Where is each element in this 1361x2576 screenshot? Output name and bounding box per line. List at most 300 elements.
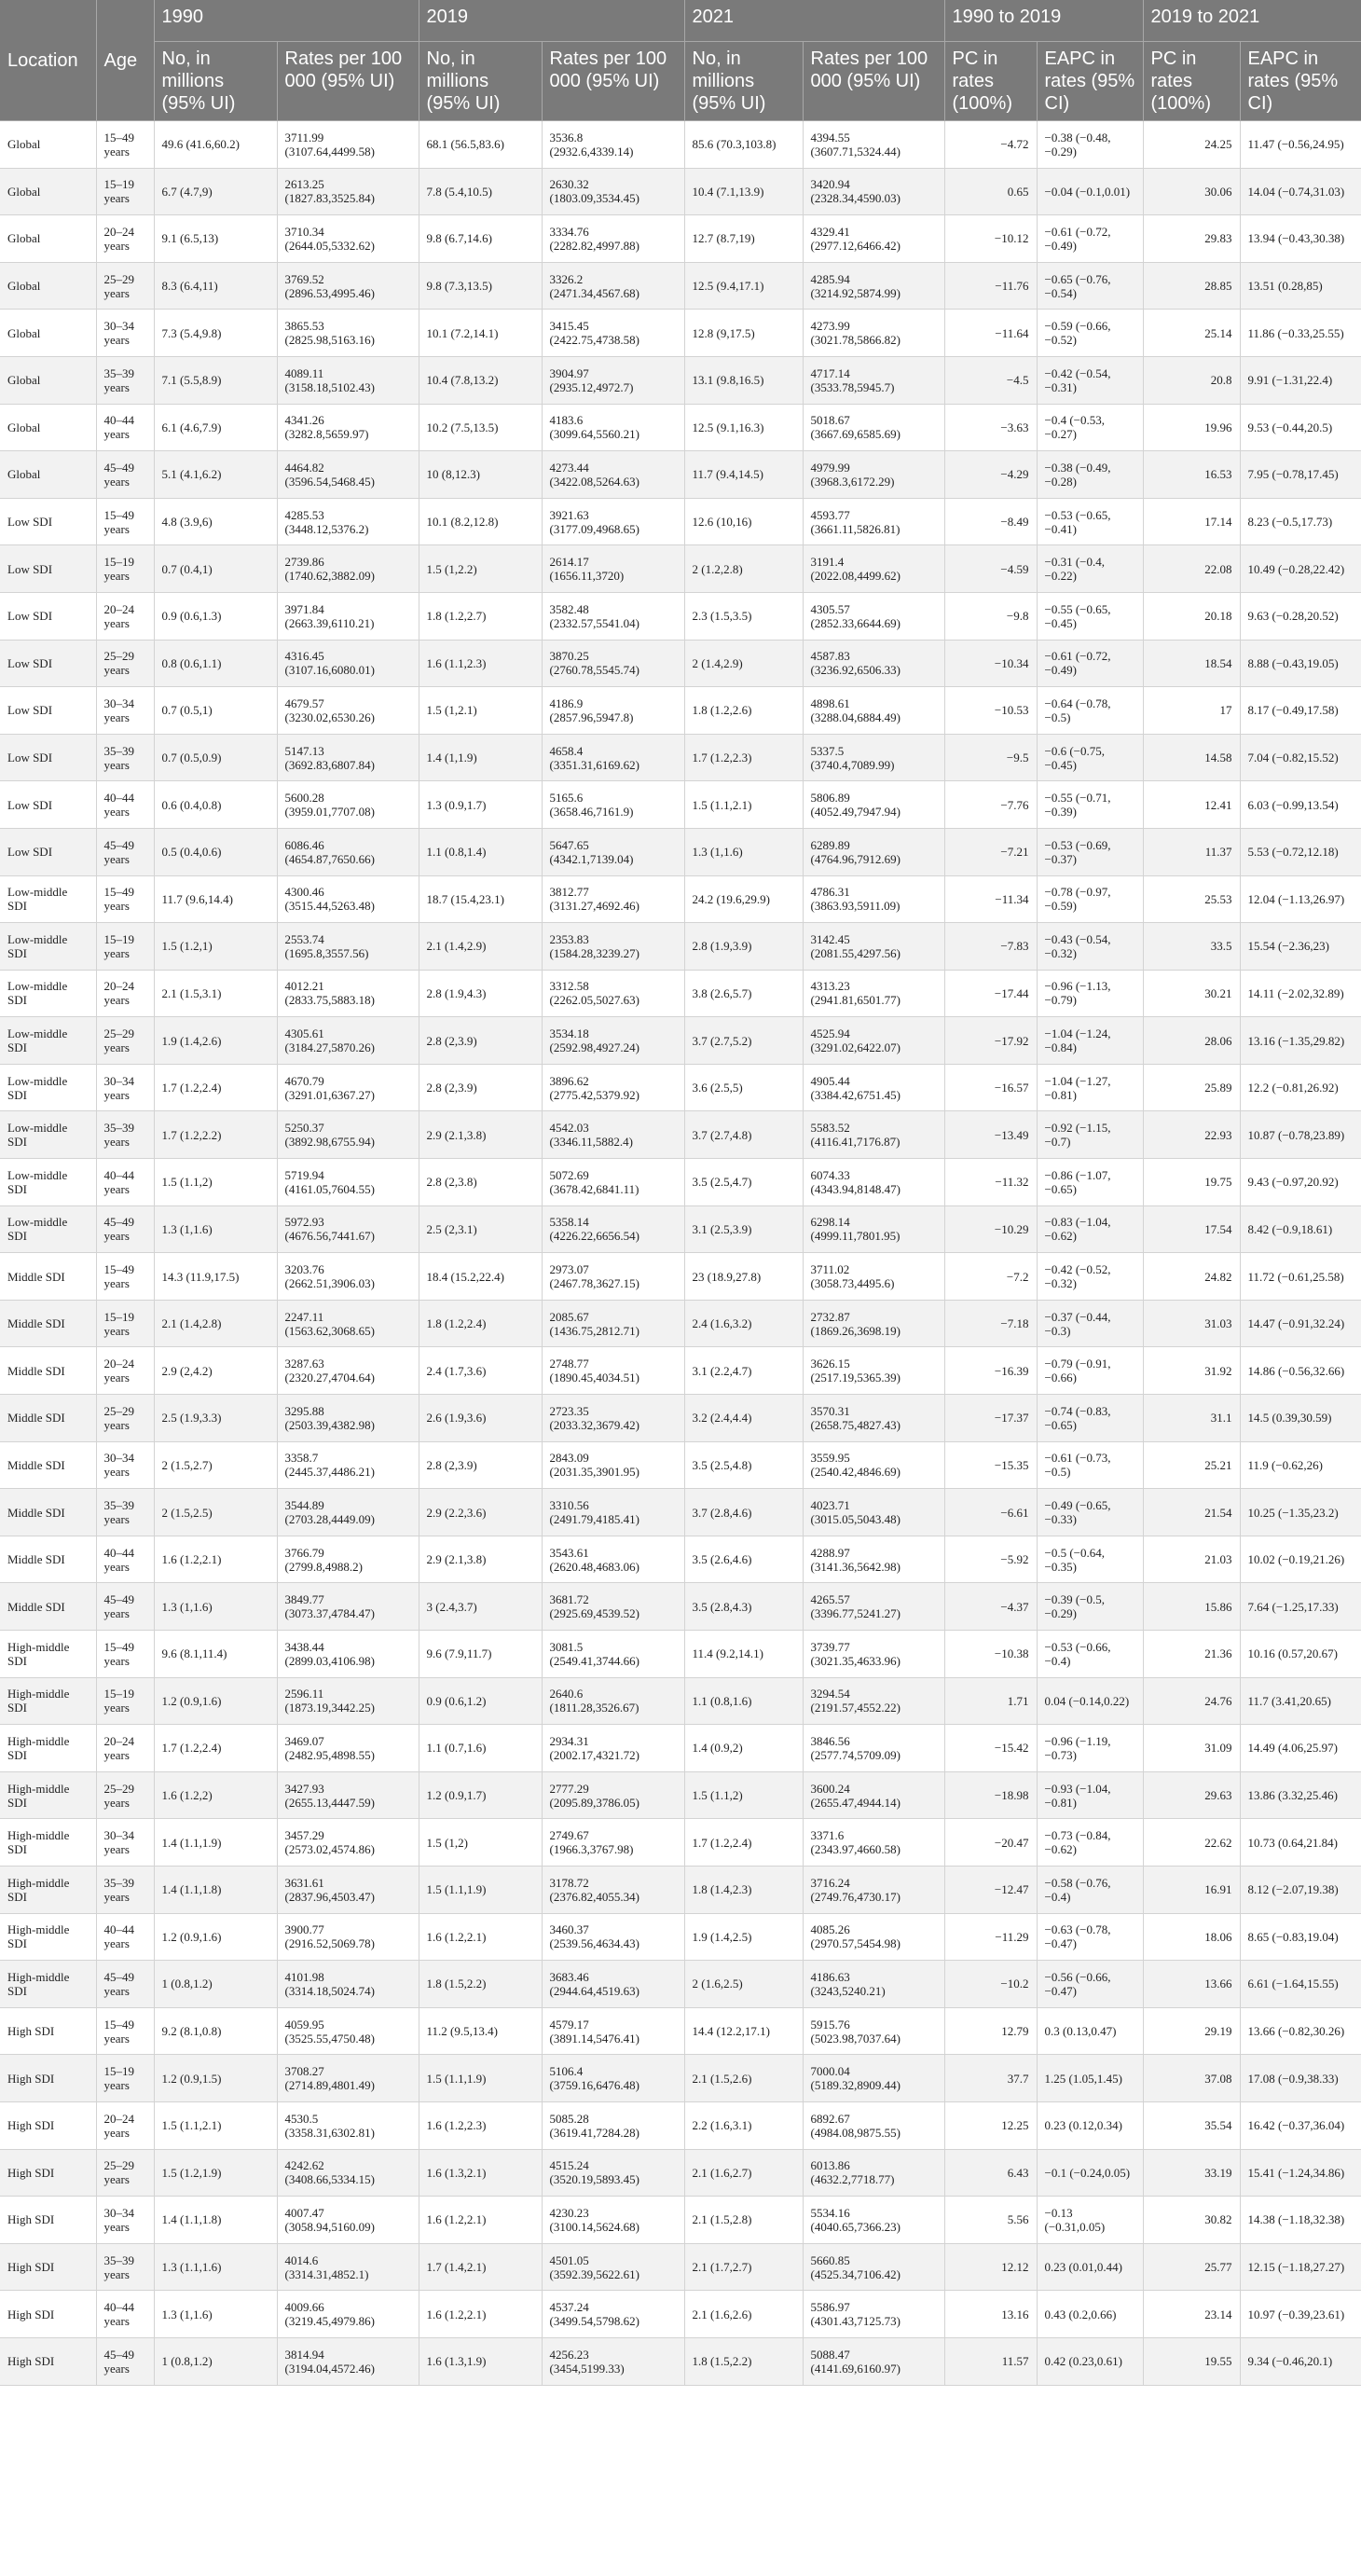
- location-cell: [0, 592, 96, 640]
- cell-value: 40–44 years: [103, 2300, 134, 2329]
- count-2021-cell: [684, 1725, 803, 1772]
- pc-2019-2021-cell: [1143, 1253, 1240, 1301]
- age-cell: [96, 1961, 154, 2008]
- cell-value: 2630.32: [549, 177, 589, 192]
- rate-1990-cell: [277, 1300, 419, 1347]
- table-row: [0, 168, 1361, 215]
- eapc-1990-2019-cell: [1037, 781, 1143, 829]
- cell-uncertainty: (3021.78,5866.82): [810, 333, 900, 348]
- cell-value: 2748.77: [549, 1357, 589, 1371]
- age-cell: [96, 2055, 154, 2102]
- cell-value: 13.1 (9.8,16.5): [692, 373, 764, 388]
- cell-uncertainty: (2857.96,5947.8): [549, 709, 634, 724]
- pc-2019-2021-cell: [1143, 923, 1240, 971]
- cell-value: 1.4 (1.1,1.9): [161, 1835, 222, 1850]
- cell-value: 9.43 (−0.97,20.92): [1247, 1175, 1339, 1190]
- cell-value: High SDI: [7, 2307, 55, 2321]
- count-1990-cell: [154, 1489, 277, 1536]
- eapc-1990-2019-cell: [1037, 121, 1143, 169]
- table-row: [0, 592, 1361, 640]
- cell-value: Low-middle SDI: [7, 885, 68, 914]
- rate-1990-cell: [277, 1159, 419, 1206]
- cell-uncertainty: (2549.41,3744.66): [549, 1653, 639, 1668]
- rate-2021-cell: [803, 1677, 944, 1725]
- age-cell: [96, 2007, 154, 2055]
- cell-value: 14.3 (11.9,17.5): [161, 1269, 240, 1284]
- rate-2019-cell: [542, 215, 684, 263]
- table-row: [0, 1819, 1361, 1867]
- eapc-2019-2021-cell: [1240, 1205, 1361, 1253]
- rate-2019-cell: [542, 2007, 684, 2055]
- cell-value: 0.8 (0.6,1.1): [161, 655, 222, 670]
- rate-2019-cell: [542, 923, 684, 971]
- cell-value: 3814.94: [284, 2347, 324, 2362]
- eapc-1990-2019-cell: [1037, 2007, 1143, 2055]
- pc-2019-2021-cell: [1143, 1064, 1240, 1111]
- cell-value: −0.73 (−0.84, −0.62): [1044, 1828, 1111, 1857]
- count-1990-cell: [154, 875, 277, 923]
- pc-2019-2021-cell: [1143, 1111, 1240, 1159]
- age-cell: [96, 1017, 154, 1065]
- pc-2019-2021-cell: [1143, 215, 1240, 263]
- cell-value: 4023.71: [810, 1498, 850, 1513]
- pc-2019-2021-cell: [1143, 2243, 1240, 2291]
- cell-value: 2 (1.2,2.8): [692, 561, 743, 576]
- rate-2019-cell: [542, 734, 684, 781]
- cell-value: 4515.24: [549, 2158, 589, 2173]
- cell-value: 8.17 (−0.49,17.58): [1247, 703, 1339, 718]
- cell-value: 3865.53: [284, 319, 324, 334]
- table-row: [0, 121, 1361, 169]
- rate-1990-cell: [277, 451, 419, 499]
- cell-value: 3415.45: [549, 319, 589, 334]
- cell-uncertainty: (3314.31,4852.1): [284, 2266, 369, 2281]
- cell-value: 12.5 (9.4,17.1): [692, 279, 764, 294]
- eapc-2019-2021-cell: [1240, 1677, 1361, 1725]
- age-cell: [96, 545, 154, 593]
- pc-2019-2021-cell: [1143, 1017, 1240, 1065]
- cell-value: 3846.56: [810, 1733, 850, 1748]
- age-cell: [96, 1064, 154, 1111]
- eapc-1990-2019-cell: [1037, 734, 1143, 781]
- count-1990-cell: [154, 2337, 277, 2385]
- rate-2021-cell: [803, 1064, 944, 1111]
- eapc-1990-2019-cell: [1037, 970, 1143, 1017]
- count-1990-cell: [154, 310, 277, 357]
- cell-value: −0.4 (−0.53, −0.27): [1044, 413, 1105, 442]
- count-2019-cell: [419, 1159, 542, 1206]
- pc-1990-2019-cell: [944, 2197, 1037, 2244]
- table-row: [0, 970, 1361, 1017]
- cell-value: 3334.76: [549, 224, 589, 239]
- count-1990-cell: [154, 2055, 277, 2102]
- cell-value: 4186.63: [810, 1969, 850, 1984]
- cell-value: −10.38: [994, 1646, 1029, 1661]
- cell-value: 1.1 (0.8,1.4): [426, 845, 487, 860]
- location-cell: [0, 356, 96, 404]
- count-2019-cell: [419, 1866, 542, 1913]
- count-1990-cell: [154, 734, 277, 781]
- rate-1990-cell: [277, 404, 419, 451]
- rate-2021-cell: [803, 1205, 944, 1253]
- cell-value: 3178.72: [549, 1875, 589, 1890]
- cell-value: 35.54: [1204, 2118, 1232, 2133]
- count-2021-cell: [684, 1771, 803, 1819]
- cell-value: −0.61 (−0.72, −0.49): [1044, 649, 1111, 678]
- cell-uncertainty: (2941.81,6501.77): [810, 993, 900, 1008]
- cell-value: 1.6 (1.3,2.1): [426, 2165, 487, 2180]
- age-cell: [96, 498, 154, 545]
- cell-value: 5534.16: [810, 2205, 850, 2220]
- cell-value: −3.63: [1000, 420, 1029, 434]
- rate-2021-cell: [803, 2149, 944, 2197]
- rate-2021-cell: [803, 2101, 944, 2149]
- cell-value: 2777.29: [549, 1781, 589, 1796]
- cell-value: 35–39 years: [103, 743, 134, 772]
- cell-value: 1.4 (1.1,1.8): [161, 1882, 222, 1897]
- cell-uncertainty: (2749.76,4730.17): [810, 1889, 900, 1904]
- cell-value: High-middle SDI: [7, 1969, 70, 1998]
- cell-value: 13.94 (−0.43,30.38): [1247, 231, 1345, 246]
- pc-1990-2019-cell: [944, 262, 1037, 310]
- cell-value: 14.11 (−2.02,32.89): [1247, 985, 1344, 1000]
- cell-uncertainty: (1811.28,3526.67): [549, 1701, 639, 1715]
- rate-1990-cell: [277, 2149, 419, 2197]
- cell-uncertainty: (2095.89,3786.05): [549, 1795, 639, 1810]
- pc-1990-2019-cell: [944, 781, 1037, 829]
- rate-2021-cell: [803, 262, 944, 310]
- header-2021: 2021: [684, 0, 944, 42]
- cell-value: 8.3 (6.4,11): [161, 279, 218, 294]
- rate-1990-cell: [277, 310, 419, 357]
- cell-value: 3971.84: [284, 601, 324, 616]
- pc-1990-2019-cell: [944, 498, 1037, 545]
- rate-2019-cell: [542, 2055, 684, 2102]
- pc-1990-2019-cell: [944, 1677, 1037, 1725]
- cell-value: 4525.94: [810, 1026, 850, 1041]
- cell-value: 1.8 (1.2,2.4): [426, 1316, 487, 1331]
- cell-value: −9.5: [1006, 751, 1029, 765]
- cell-value: 3711.02: [810, 1262, 850, 1277]
- cell-value: 4670.79: [284, 1073, 324, 1088]
- cell-value: 1.8 (1.2,2.7): [426, 609, 487, 624]
- rate-1990-cell: [277, 2055, 419, 2102]
- cell-value: 30.06: [1204, 184, 1232, 199]
- cell-uncertainty: (2471.34,4567.68): [549, 285, 639, 300]
- count-2019-cell: [419, 828, 542, 875]
- location-cell: [0, 1819, 96, 1867]
- cell-value: 4341.26: [284, 413, 324, 428]
- cell-value: 0.65: [1007, 184, 1029, 199]
- subheader-rates-2019: Rates per 100 000 (95% UI): [542, 42, 684, 121]
- cell-value: −0.38 (−0.48, −0.29): [1044, 130, 1111, 158]
- count-2019-cell: [419, 545, 542, 593]
- cell-value: −16.57: [994, 1081, 1029, 1095]
- cell-value: 3849.77: [284, 1592, 324, 1607]
- cell-value: 6.7 (4.7,9): [161, 184, 213, 199]
- cell-value: 11.57: [1001, 2354, 1029, 2369]
- cell-uncertainty: (3422.08,5264.63): [549, 474, 639, 489]
- cell-value: 3534.18: [549, 1026, 589, 1041]
- eapc-2019-2021-cell: [1240, 1725, 1361, 1772]
- cell-value: 3812.77: [549, 885, 589, 900]
- cell-value: 1.2 (0.9,1.5): [161, 2071, 222, 2086]
- cell-uncertainty: (2837.96,4503.47): [284, 1889, 375, 1904]
- cell-value: 3921.63: [549, 507, 589, 522]
- cell-uncertainty: (2970.57,5454.98): [810, 1936, 900, 1951]
- rate-1990-cell: [277, 1536, 419, 1583]
- cell-value: 24.82: [1204, 1269, 1232, 1284]
- cell-value: 4786.31: [810, 885, 850, 900]
- eapc-1990-2019-cell: [1037, 404, 1143, 451]
- location-cell: [0, 2101, 96, 2149]
- cell-value: 4285.53: [284, 507, 324, 522]
- cell-value: Low-middle SDI: [7, 1026, 68, 1055]
- rate-2019-cell: [542, 1771, 684, 1819]
- table-row: [0, 1866, 1361, 1913]
- count-1990-cell: [154, 1441, 277, 1489]
- rate-1990-cell: [277, 545, 419, 593]
- cell-uncertainty: (4116.41,7176.87): [810, 1135, 900, 1150]
- cell-value: 3582.48: [549, 601, 589, 616]
- cell-uncertainty: (3177.09,4968.65): [549, 521, 639, 536]
- cell-value: 11.2 (9.5,13.4): [426, 2024, 498, 2039]
- count-1990-cell: [154, 592, 277, 640]
- cell-uncertainty: (2896.53,4995.46): [284, 285, 375, 300]
- cell-value: Middle SDI: [7, 1269, 65, 1284]
- age-cell: [96, 875, 154, 923]
- cell-value: −0.61 (−0.73, −0.5): [1044, 1451, 1111, 1480]
- count-2021-cell: [684, 2149, 803, 2197]
- cell-value: Low-middle SDI: [7, 1215, 68, 1244]
- eapc-2019-2021-cell: [1240, 1631, 1361, 1678]
- rate-2019-cell: [542, 451, 684, 499]
- table-row: [0, 2243, 1361, 2291]
- cell-value: 30.82: [1204, 2212, 1232, 2227]
- cell-value: 2614.17: [549, 555, 589, 570]
- cell-value: 4009.66: [284, 2300, 324, 2315]
- cell-value: 3.1 (2.5,3.9): [692, 1221, 752, 1236]
- cell-value: 23.14: [1204, 2307, 1232, 2321]
- cell-value: 5972.93: [284, 1215, 324, 1230]
- cell-value: 0.9 (0.6,1.2): [426, 1693, 487, 1708]
- count-2019-cell: [419, 1489, 542, 1536]
- cell-uncertainty: (3499.54,5798.62): [549, 2314, 639, 2329]
- count-2021-cell: [684, 640, 803, 687]
- cell-value: −0.58 (−0.76, −0.4): [1044, 1875, 1111, 1904]
- cell-uncertainty: (3525.55,4750.48): [284, 2031, 375, 2046]
- subheader-eapc-2019-2021: EAPC in rates (95% CI): [1240, 42, 1361, 121]
- cell-value: High-middle SDI: [7, 1875, 70, 1904]
- location-cell: [0, 687, 96, 735]
- cell-value: 1.4 (0.9,2): [692, 1741, 743, 1756]
- location-cell: [0, 2007, 96, 2055]
- count-2021-cell: [684, 734, 803, 781]
- cell-value: 13.16 (−1.35,29.82): [1247, 1033, 1345, 1048]
- count-2019-cell: [419, 1300, 542, 1347]
- count-2019-cell: [419, 734, 542, 781]
- cell-value: 5147.13: [284, 743, 324, 758]
- rate-1990-cell: [277, 262, 419, 310]
- cell-value: High SDI: [7, 2212, 55, 2227]
- cell-value: 9.63 (−0.28,20.52): [1247, 609, 1339, 624]
- rate-2019-cell: [542, 2149, 684, 2197]
- cell-value: 0.3 (0.13,0.47): [1044, 2024, 1117, 2039]
- cell-uncertainty: (3863.93,5911.09): [810, 899, 900, 914]
- cell-uncertainty: (1803.09,3534.45): [549, 191, 639, 206]
- cell-value: 12.8 (9,17.5): [692, 325, 755, 340]
- cell-value: −0.83 (−1.04, −0.62): [1044, 1215, 1111, 1244]
- count-1990-cell: [154, 1536, 277, 1583]
- cell-value: 5085.28: [549, 2111, 589, 2126]
- pc-2019-2021-cell: [1143, 2101, 1240, 2149]
- cell-value: 9.91 (−1.31,22.4): [1247, 373, 1333, 388]
- pc-1990-2019-cell: [944, 2337, 1037, 2385]
- cell-uncertainty: (2655.13,4447.59): [284, 1795, 375, 1810]
- cell-value: 12.15 (−1.18,27.27): [1247, 2260, 1345, 2275]
- location-cell: [0, 1725, 96, 1772]
- cell-value: 15–19 years: [103, 931, 134, 960]
- cell-value: 2843.09: [549, 1451, 589, 1466]
- cell-value: Low-middle SDI: [7, 979, 68, 1008]
- cell-value: −0.86 (−1.07, −0.65): [1044, 1167, 1111, 1196]
- cell-value: 9.6 (7.9,11.7): [426, 1646, 492, 1661]
- rate-1990-cell: [277, 2337, 419, 2385]
- location-cell: [0, 545, 96, 593]
- age-cell: [96, 1253, 154, 1301]
- cell-value: 6.03 (−0.99,13.54): [1247, 797, 1339, 812]
- eapc-2019-2021-cell: [1240, 451, 1361, 499]
- cell-uncertainty: (3107.16,6080.01): [284, 663, 375, 678]
- eapc-1990-2019-cell: [1037, 1631, 1143, 1678]
- eapc-2019-2021-cell: [1240, 970, 1361, 1017]
- cell-value: 0.7 (0.5,0.9): [161, 751, 222, 765]
- header-2019: 2019: [419, 0, 684, 42]
- pc-2019-2021-cell: [1143, 1300, 1240, 1347]
- cell-value: 5647.65: [549, 837, 589, 852]
- cell-value: 3371.6: [810, 1828, 845, 1843]
- age-cell: [96, 1583, 154, 1631]
- cell-value: 4464.82: [284, 460, 324, 475]
- pc-1990-2019-cell: [944, 2007, 1037, 2055]
- eapc-1990-2019-cell: [1037, 262, 1143, 310]
- count-2021-cell: [684, 1253, 803, 1301]
- pc-1990-2019-cell: [944, 2055, 1037, 2102]
- eapc-2019-2021-cell: [1240, 498, 1361, 545]
- header-1990-to-2019: 1990 to 2019: [944, 0, 1143, 42]
- rate-1990-cell: [277, 1819, 419, 1867]
- count-2021-cell: [684, 168, 803, 215]
- cell-value: −0.42 (−0.54, −0.31): [1044, 365, 1111, 394]
- pc-1990-2019-cell: [944, 1253, 1037, 1301]
- count-2021-cell: [684, 1205, 803, 1253]
- cell-value: −10.29: [994, 1221, 1029, 1236]
- eapc-2019-2021-cell: [1240, 2291, 1361, 2338]
- cell-value: Global: [7, 231, 41, 246]
- cell-value: 15.54 (−2.36,23): [1247, 939, 1329, 954]
- cell-value: 5915.76: [810, 2017, 850, 2032]
- eapc-2019-2021-cell: [1240, 545, 1361, 593]
- eapc-2019-2021-cell: [1240, 2243, 1361, 2291]
- cell-value: 30–34 years: [103, 1073, 134, 1102]
- table-row: [0, 2007, 1361, 2055]
- cell-value: 2.1 (1.4,2.8): [161, 1316, 222, 1331]
- cell-value: 3896.62: [549, 1073, 589, 1088]
- cell-value: Low SDI: [7, 561, 53, 576]
- table-row: [0, 310, 1361, 357]
- age-cell: [96, 1536, 154, 1583]
- table-row: [0, 356, 1361, 404]
- cell-value: 4085.26: [810, 1922, 850, 1937]
- age-cell: [96, 451, 154, 499]
- pc-2019-2021-cell: [1143, 734, 1240, 781]
- cell-value: 1.6 (1.2,2.1): [426, 2307, 487, 2321]
- cell-value: −4.59: [1000, 561, 1029, 576]
- cell-value: −7.18: [1000, 1316, 1029, 1331]
- pc-1990-2019-cell: [944, 1725, 1037, 1772]
- cell-value: 1.4 (1,1.9): [426, 751, 477, 765]
- rate-2019-cell: [542, 356, 684, 404]
- rate-1990-cell: [277, 356, 419, 404]
- location-cell: [0, 1771, 96, 1819]
- cell-value: 5165.6: [549, 791, 584, 806]
- cell-uncertainty: (4676.56,7441.67): [284, 1229, 375, 1244]
- cell-value: 5586.97: [810, 2300, 850, 2315]
- table-row: [0, 545, 1361, 593]
- cell-value: 3536.8: [549, 130, 584, 145]
- count-1990-cell: [154, 1913, 277, 1961]
- cell-value: 3460.37: [549, 1922, 589, 1937]
- cell-value: 3420.94: [810, 177, 850, 192]
- cell-value: −10.2: [1000, 1977, 1029, 1991]
- eapc-1990-2019-cell: [1037, 592, 1143, 640]
- eapc-2019-2021-cell: [1240, 734, 1361, 781]
- rate-1990-cell: [277, 168, 419, 215]
- rate-2019-cell: [542, 1159, 684, 1206]
- count-1990-cell: [154, 1631, 277, 1678]
- cell-value: 2.9 (2,4.2): [161, 1363, 213, 1378]
- cell-uncertainty: (2925.69,4539.52): [549, 1606, 639, 1621]
- cell-value: 18.7 (15.4,23.1): [426, 891, 504, 906]
- eapc-1990-2019-cell: [1037, 1300, 1143, 1347]
- cell-value: 5088.47: [810, 2347, 850, 2362]
- cell-value: 45–49 years: [103, 1969, 134, 1998]
- rate-2021-cell: [803, 640, 944, 687]
- cell-value: 15–19 years: [103, 555, 134, 584]
- cell-value: 1.9 (1.4,2.5): [692, 1929, 752, 1944]
- cell-value: 3287.63: [284, 1357, 324, 1371]
- cell-value: 68.1 (56.5,83.6): [426, 137, 504, 152]
- cell-value: 2.5 (1.9,3.3): [161, 1411, 222, 1426]
- cell-value: 13.86 (3.32,25.46): [1247, 1788, 1338, 1803]
- cell-value: 4537.24: [549, 2300, 589, 2315]
- cell-value: 24.76: [1204, 1693, 1232, 1708]
- cell-value: 11.7 (3.41,20.65): [1247, 1693, 1331, 1708]
- pc-1990-2019-cell: [944, 1819, 1037, 1867]
- cell-value: 11.86 (−0.33,25.55): [1247, 325, 1344, 340]
- rate-2019-cell: [542, 592, 684, 640]
- count-2021-cell: [684, 262, 803, 310]
- count-2019-cell: [419, 970, 542, 1017]
- cell-value: 1.25 (1.05,1.45): [1044, 2071, 1122, 2086]
- cell-value: 3.5 (2.5,4.7): [692, 1175, 752, 1190]
- pc-1990-2019-cell: [944, 545, 1037, 593]
- cell-value: 16.53: [1204, 467, 1232, 482]
- eapc-2019-2021-cell: [1240, 262, 1361, 310]
- cell-value: −0.78 (−0.97, −0.59): [1044, 885, 1111, 914]
- cell-value: 3711.99: [284, 130, 324, 145]
- cell-value: 6298.14: [810, 1215, 850, 1230]
